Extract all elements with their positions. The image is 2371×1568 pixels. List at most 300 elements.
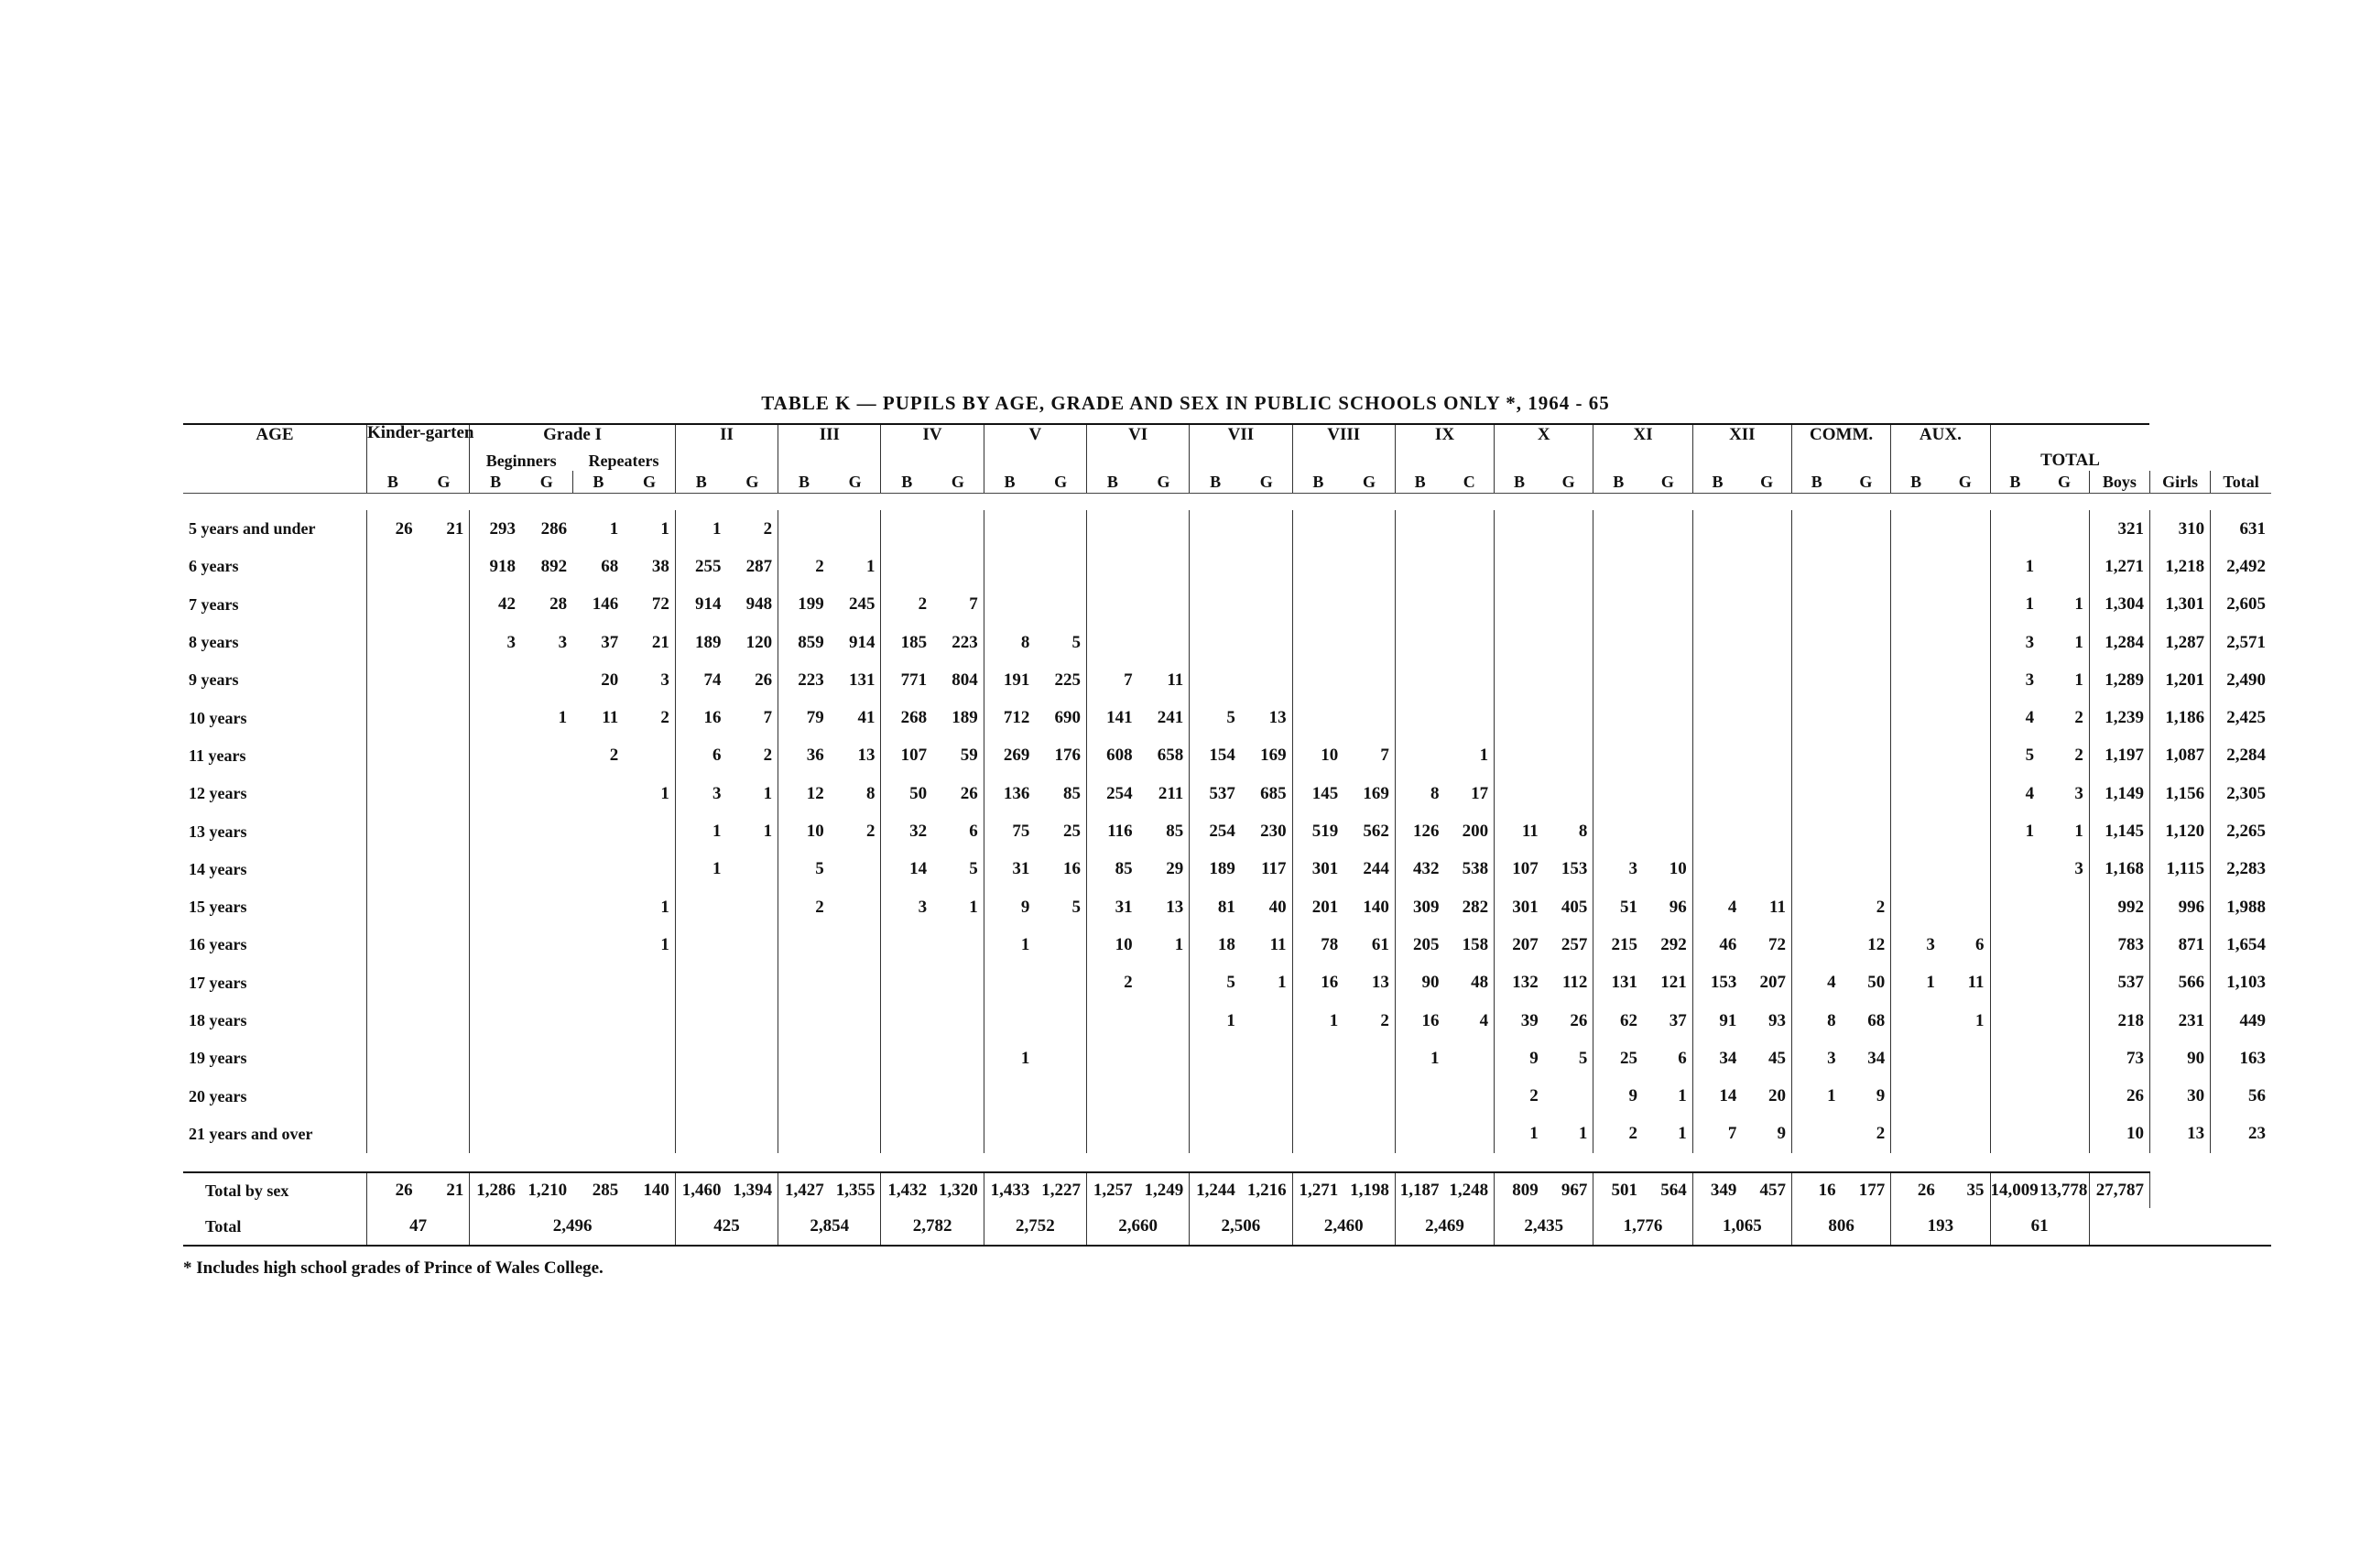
table-cell: 11 bbox=[1742, 888, 1791, 926]
table-cell: 2 bbox=[1842, 1116, 1891, 1153]
table-cell bbox=[1343, 510, 1395, 548]
table-cell bbox=[984, 548, 1035, 585]
table-cell bbox=[572, 1040, 624, 1077]
total-by-sex-cell: 1,427 bbox=[778, 1172, 830, 1208]
table-cell: 21 bbox=[419, 510, 470, 548]
table-cell bbox=[367, 1002, 419, 1040]
table-cell bbox=[778, 1077, 830, 1115]
sex-header-b: B bbox=[572, 471, 624, 494]
table-cell: 21 bbox=[624, 624, 675, 661]
table-cell bbox=[727, 888, 778, 926]
table-cell: 1 bbox=[624, 926, 675, 964]
grade10-header: X bbox=[1495, 424, 1593, 451]
total-by-sex-cell: 1,244 bbox=[1190, 1172, 1241, 1208]
table-cell bbox=[1593, 586, 1643, 624]
table-cell bbox=[727, 851, 778, 888]
sex-header-total_col: Total bbox=[2211, 471, 2271, 494]
total-cell: 2,752 bbox=[984, 1208, 1086, 1246]
age-label: 10 years bbox=[183, 699, 367, 736]
sex-header-g: G bbox=[1842, 471, 1891, 494]
total-by-sex-cell: 457 bbox=[1742, 1172, 1791, 1208]
table-cell: 658 bbox=[1138, 737, 1190, 775]
table-cell bbox=[1891, 888, 1941, 926]
table-cell bbox=[1791, 699, 1841, 736]
grade9-header: IX bbox=[1395, 424, 1494, 451]
table-cell: 31 bbox=[1012, 859, 1030, 879]
header-row-sex bbox=[183, 471, 2271, 494]
age-label: 18 years bbox=[183, 1002, 367, 1040]
table-cell bbox=[1035, 510, 1086, 548]
table-cell: 68 bbox=[601, 556, 619, 576]
total-by-sex-cell: 26 bbox=[1891, 1172, 1941, 1208]
table-cell bbox=[1035, 548, 1086, 585]
table-cell bbox=[1395, 624, 1444, 661]
table-cell: 2,571 bbox=[2226, 632, 2266, 652]
table-cell: 20 bbox=[601, 670, 619, 690]
table-cell: 405 bbox=[1544, 888, 1593, 926]
grade5-header: V bbox=[984, 424, 1086, 451]
table-cell: 153 bbox=[1544, 851, 1593, 888]
table-cell: 1 bbox=[1430, 1048, 1440, 1068]
total-by-sex-cell: 1,216 bbox=[1241, 1172, 1292, 1208]
table-cell: 562 bbox=[1343, 812, 1395, 850]
table-cell: 7 bbox=[1124, 670, 1133, 690]
table-cell: 3 bbox=[2025, 670, 2035, 690]
table-cell bbox=[1138, 1002, 1190, 1040]
table-cell bbox=[1842, 510, 1891, 548]
grade1-header: Grade I bbox=[470, 424, 676, 451]
table-cell: 4 bbox=[2025, 708, 2035, 728]
grade6-header: VI bbox=[1087, 424, 1190, 451]
total-cell: 193 bbox=[1891, 1208, 1990, 1246]
table-cell bbox=[1395, 1077, 1444, 1115]
table-cell: 1,287 bbox=[2149, 624, 2210, 661]
table-cell: 14 bbox=[909, 859, 928, 879]
table-cell bbox=[1292, 510, 1343, 548]
table-cell bbox=[2039, 964, 2089, 1002]
table-cell: 17 bbox=[1444, 775, 1494, 812]
sex-header-g: G bbox=[419, 471, 470, 494]
total-by-sex-cell: 16 bbox=[1791, 1172, 1841, 1208]
total-by-sex-cell: 1,433 bbox=[984, 1172, 1035, 1208]
table-cell bbox=[1891, 775, 1941, 812]
table-cell: 37 bbox=[601, 632, 619, 652]
table-cell: 2,492 bbox=[2226, 556, 2266, 576]
table-row bbox=[183, 548, 2271, 585]
table-cell: 996 bbox=[2149, 888, 2210, 926]
table-cell: 1 bbox=[609, 518, 619, 539]
sex-header-b: B bbox=[1395, 471, 1444, 494]
table-cell: 859 bbox=[798, 632, 824, 652]
table-cell: 3 bbox=[712, 783, 722, 803]
table-cell: 5 bbox=[1035, 624, 1086, 661]
table-cell bbox=[984, 1116, 1035, 1153]
table-row bbox=[183, 1002, 2271, 1040]
total-by-sex-cell: 1,198 bbox=[1343, 1172, 1395, 1208]
total-cell: 2,506 bbox=[1190, 1208, 1292, 1246]
table-cell: 2 bbox=[1124, 973, 1133, 993]
total-by-sex-cell: 1,187 bbox=[1395, 1172, 1444, 1208]
table-cell: 1 bbox=[1329, 1010, 1339, 1030]
table-cell bbox=[881, 548, 932, 585]
total-by-sex-cell: 14,009 bbox=[1990, 1172, 2039, 1208]
table-cell bbox=[1138, 586, 1190, 624]
table-cell bbox=[572, 1077, 624, 1115]
table-cell bbox=[1444, 586, 1494, 624]
table-cell: 218 bbox=[2089, 1002, 2149, 1040]
table-row bbox=[183, 737, 2271, 775]
table-cell: 1,149 bbox=[2089, 775, 2149, 812]
table-cell bbox=[419, 851, 470, 888]
table-cell: 257 bbox=[1544, 926, 1593, 964]
sex-header-b: B bbox=[778, 471, 830, 494]
table-cell: 51 bbox=[1620, 897, 1638, 917]
table-cell bbox=[470, 1040, 521, 1077]
table-cell bbox=[1593, 775, 1643, 812]
table-cell: 81 bbox=[1217, 897, 1235, 917]
table-cell bbox=[1593, 812, 1643, 850]
sex-header-b: B bbox=[984, 471, 1035, 494]
table-cell: 50 bbox=[1842, 964, 1891, 1002]
table-cell bbox=[1842, 661, 1891, 699]
table-cell bbox=[1292, 699, 1343, 736]
table-cell bbox=[470, 737, 521, 775]
table-cell: 2 bbox=[1343, 1002, 1395, 1040]
table-cell bbox=[727, 1040, 778, 1077]
table-cell bbox=[1842, 737, 1891, 775]
table-cell: 61 bbox=[1343, 926, 1395, 964]
table-cell: 3 bbox=[1827, 1048, 1836, 1068]
table-cell bbox=[1990, 851, 2039, 888]
table-cell: 13 bbox=[1241, 699, 1292, 736]
table-cell bbox=[1891, 737, 1941, 775]
table-cell: 16 bbox=[1321, 973, 1339, 993]
table-cell bbox=[1891, 851, 1941, 888]
table-cell: 566 bbox=[2149, 964, 2210, 1002]
table-cell bbox=[1643, 586, 1692, 624]
table-cell bbox=[1692, 624, 1742, 661]
table-cell: 3 bbox=[2025, 632, 2035, 652]
table-cell bbox=[521, 737, 572, 775]
age-label: 11 years bbox=[183, 737, 367, 775]
table-cell: 685 bbox=[1241, 775, 1292, 812]
table-cell: 13 bbox=[830, 737, 881, 775]
age-label: 16 years bbox=[183, 926, 367, 964]
table-cell: 140 bbox=[1343, 888, 1395, 926]
table-cell bbox=[470, 812, 521, 850]
table-cell bbox=[419, 812, 470, 850]
table-cell: 255 bbox=[695, 556, 722, 576]
table-cell bbox=[932, 510, 984, 548]
table-cell bbox=[367, 1077, 419, 1115]
table-cell bbox=[1241, 624, 1292, 661]
header-row-sub bbox=[183, 451, 2271, 471]
table-cell: 301 bbox=[1512, 897, 1539, 917]
table-cell: 449 bbox=[2239, 1010, 2266, 1030]
table-cell: 9 bbox=[1742, 1116, 1791, 1153]
table-cell bbox=[1941, 775, 1990, 812]
table-cell: 153 bbox=[1710, 973, 1737, 993]
table-cell bbox=[1241, 1002, 1292, 1040]
table-cell bbox=[1791, 586, 1841, 624]
total-by-sex-cell: 140 bbox=[624, 1172, 675, 1208]
table-cell: 185 bbox=[900, 632, 928, 652]
table-cell bbox=[1544, 775, 1593, 812]
table-cell bbox=[1742, 775, 1791, 812]
sex-header-g: G bbox=[1643, 471, 1692, 494]
table-cell: 1,201 bbox=[2149, 661, 2210, 699]
table-cell: 1 bbox=[932, 888, 984, 926]
table-cell: 11 bbox=[1241, 926, 1292, 964]
total-by-sex-cell: 1,320 bbox=[932, 1172, 984, 1208]
table-cell: 5 bbox=[1226, 708, 1235, 728]
table-cell bbox=[1990, 926, 2039, 964]
table-cell bbox=[470, 851, 521, 888]
table-cell bbox=[1241, 1040, 1292, 1077]
table-cell bbox=[727, 926, 778, 964]
table-cell: 287 bbox=[727, 548, 778, 585]
sex-header-g: G bbox=[1343, 471, 1395, 494]
table-cell: 3 bbox=[1926, 934, 1935, 954]
table-cell: 10 bbox=[806, 822, 824, 842]
table-cell bbox=[624, 1116, 675, 1153]
table-cell: 3 bbox=[1628, 859, 1638, 879]
table-cell: 4 bbox=[1444, 1002, 1494, 1040]
table-cell: 37 bbox=[1643, 1002, 1692, 1040]
table-cell: 223 bbox=[932, 624, 984, 661]
total-header: TOTAL bbox=[1990, 424, 2149, 471]
table-cell: 30 bbox=[2149, 1077, 2210, 1115]
table-cell: 538 bbox=[1444, 851, 1494, 888]
table-cell bbox=[1791, 737, 1841, 775]
total-by-sex-cell: 27,787 bbox=[2089, 1172, 2149, 1208]
table-cell bbox=[624, 812, 675, 850]
table-row bbox=[183, 661, 2271, 699]
table-cell bbox=[778, 510, 830, 548]
table-cell: 1 bbox=[2039, 586, 2089, 624]
table-cell bbox=[1941, 1040, 1990, 1077]
table-cell bbox=[1087, 586, 1138, 624]
table-cell bbox=[1941, 1077, 1990, 1115]
table-cell bbox=[470, 888, 521, 926]
table-cell bbox=[984, 510, 1035, 548]
table-cell bbox=[1292, 661, 1343, 699]
table-cell bbox=[367, 964, 419, 1002]
table-cell bbox=[1891, 1116, 1941, 1153]
table-cell bbox=[830, 1040, 881, 1077]
table-cell bbox=[521, 1002, 572, 1040]
sex-header-b: B bbox=[1190, 471, 1241, 494]
table-cell bbox=[470, 1077, 521, 1115]
table-cell bbox=[881, 964, 932, 1002]
table-cell bbox=[1495, 624, 1544, 661]
table-cell: 116 bbox=[1107, 822, 1133, 842]
table-cell: 2 bbox=[2039, 737, 2089, 775]
total-cell: 2,782 bbox=[881, 1208, 984, 1246]
table-cell bbox=[1495, 548, 1544, 585]
table-cell bbox=[1692, 851, 1742, 888]
table-cell bbox=[624, 1002, 675, 1040]
table-cell bbox=[1495, 699, 1544, 736]
table-cell: 2,265 bbox=[2226, 822, 2266, 842]
table-cell bbox=[419, 699, 470, 736]
table-cell bbox=[470, 964, 521, 1002]
table-cell bbox=[1343, 661, 1395, 699]
table-cell bbox=[572, 851, 624, 888]
table-cell bbox=[1087, 1040, 1138, 1077]
table-cell: 7 bbox=[1727, 1124, 1737, 1144]
table-cell bbox=[1343, 548, 1395, 585]
table-cell bbox=[1891, 548, 1941, 585]
table-cell bbox=[1891, 510, 1941, 548]
table-cell bbox=[830, 1116, 881, 1153]
table-cell: 205 bbox=[1412, 934, 1440, 954]
table-cell bbox=[1791, 888, 1841, 926]
table-cell bbox=[521, 926, 572, 964]
table-cell: 1 bbox=[624, 510, 675, 548]
table-cell bbox=[1791, 851, 1841, 888]
table-cell bbox=[1891, 699, 1941, 736]
table-cell: 1 bbox=[712, 518, 722, 539]
table-cell: 1,103 bbox=[2226, 973, 2266, 993]
table-cell bbox=[1742, 737, 1791, 775]
table-cell: 120 bbox=[727, 624, 778, 661]
table-cell: 107 bbox=[900, 746, 928, 766]
table-cell: 1 bbox=[1020, 1048, 1030, 1068]
table-cell bbox=[624, 851, 675, 888]
table-cell bbox=[881, 1116, 932, 1153]
table-cell: 40 bbox=[1241, 888, 1292, 926]
table-cell: 25 bbox=[1620, 1048, 1638, 1068]
table-cell bbox=[1643, 510, 1692, 548]
table-cell: 75 bbox=[1012, 822, 1030, 842]
table-cell: 2 bbox=[1628, 1124, 1638, 1144]
table-cell: 189 bbox=[695, 632, 722, 652]
table-cell bbox=[1444, 661, 1494, 699]
table-cell bbox=[1395, 1116, 1444, 1153]
grade7-header: VII bbox=[1190, 424, 1292, 451]
total-by-sex-row bbox=[183, 1172, 2271, 1208]
table-cell: 1 bbox=[1226, 1010, 1235, 1030]
table-cell bbox=[521, 1040, 572, 1077]
table-cell: 2 bbox=[609, 746, 619, 766]
table-cell bbox=[1742, 624, 1791, 661]
table-cell: 7 bbox=[1343, 737, 1395, 775]
table-cell: 20 bbox=[1742, 1077, 1791, 1115]
table-cell: 892 bbox=[540, 556, 568, 576]
table-cell bbox=[1444, 1077, 1494, 1115]
total-by-sex-cell: 564 bbox=[1643, 1172, 1692, 1208]
table-cell bbox=[1544, 699, 1593, 736]
table-cell bbox=[727, 964, 778, 1002]
table-cell bbox=[1087, 624, 1138, 661]
table-cell: 23 bbox=[2248, 1124, 2266, 1144]
table-cell bbox=[1544, 548, 1593, 585]
table-row bbox=[183, 812, 2271, 850]
total-by-sex-cell: 809 bbox=[1495, 1172, 1544, 1208]
table-cell bbox=[984, 1002, 1035, 1040]
table-cell: 10 bbox=[2089, 1116, 2149, 1153]
table-cell: 1 bbox=[712, 859, 722, 879]
table-cell: 1 bbox=[727, 812, 778, 850]
table-cell: 5 bbox=[1544, 1040, 1593, 1077]
table-cell: 871 bbox=[2149, 926, 2210, 964]
table-cell bbox=[778, 1040, 830, 1077]
table-cell bbox=[1692, 775, 1742, 812]
table-row bbox=[183, 1040, 2271, 1077]
table-cell: 199 bbox=[798, 594, 824, 615]
table-cell: 16 bbox=[1035, 851, 1086, 888]
table-cell: 1 bbox=[558, 708, 568, 728]
table-cell: 2 bbox=[2039, 699, 2089, 736]
table-cell: 2,425 bbox=[2226, 708, 2266, 728]
comm-header: COMM. bbox=[1791, 424, 1890, 451]
table-cell bbox=[1692, 812, 1742, 850]
table-cell bbox=[1292, 1077, 1343, 1115]
table-cell: 91 bbox=[1719, 1010, 1737, 1030]
table-cell: 28 bbox=[549, 594, 568, 615]
table-cell bbox=[1891, 1077, 1941, 1115]
table-cell bbox=[1495, 586, 1544, 624]
table-cell: 146 bbox=[592, 594, 619, 615]
table-cell: 1 bbox=[1643, 1116, 1692, 1153]
table-cell: 2,305 bbox=[2226, 783, 2266, 803]
table-cell: 189 bbox=[932, 699, 984, 736]
table-title: TABLE K — PUPILS BY AGE, GRADE AND SEX IN PUBLIC SCHOOLS ONLY *, 1964 - 65 bbox=[761, 392, 1610, 414]
total-by-sex-cell: 1,227 bbox=[1035, 1172, 1086, 1208]
table-cell bbox=[1544, 1077, 1593, 1115]
table-cell: 918 bbox=[489, 556, 516, 576]
sex-header-g: G bbox=[1138, 471, 1190, 494]
table-cell bbox=[572, 926, 624, 964]
table-cell: 432 bbox=[1412, 859, 1440, 879]
table-cell: 2 bbox=[830, 812, 881, 850]
table-cell: 31 bbox=[1115, 897, 1133, 917]
table-cell bbox=[367, 1116, 419, 1153]
table-cell bbox=[1544, 586, 1593, 624]
age-label: 20 years bbox=[183, 1077, 367, 1115]
sex-header-b: B bbox=[1593, 471, 1643, 494]
table-cell: 245 bbox=[830, 586, 881, 624]
table-cell: 301 bbox=[1311, 859, 1339, 879]
table-cell: 117 bbox=[1241, 851, 1292, 888]
table-cell bbox=[1544, 737, 1593, 775]
table-cell: 1 bbox=[1827, 1086, 1836, 1106]
table-cell: 41 bbox=[830, 699, 881, 736]
sex-header-g: G bbox=[1742, 471, 1791, 494]
table-cell: 1 bbox=[2025, 594, 2035, 615]
table-cell bbox=[1190, 1040, 1241, 1077]
table-cell: 121 bbox=[1643, 964, 1692, 1002]
total-cell: 47 bbox=[367, 1208, 470, 1246]
table-cell bbox=[2039, 926, 2089, 964]
table-cell bbox=[367, 699, 419, 736]
table-cell bbox=[675, 1040, 726, 1077]
table-cell: 10 bbox=[1321, 746, 1339, 766]
table-cell: 8 bbox=[1020, 632, 1030, 652]
table-cell bbox=[1891, 586, 1941, 624]
total-by-sex-cell: 177 bbox=[1842, 1172, 1891, 1208]
table-cell: 191 bbox=[1003, 670, 1030, 690]
table-cell bbox=[1742, 851, 1791, 888]
table-cell: 1,271 bbox=[2089, 548, 2149, 585]
table-cell: 5 bbox=[815, 859, 824, 879]
table-cell bbox=[1138, 510, 1190, 548]
table-cell bbox=[367, 812, 419, 850]
sex-header-g: G bbox=[624, 471, 675, 494]
table-cell: 215 bbox=[1611, 934, 1638, 954]
table-cell bbox=[1742, 699, 1791, 736]
